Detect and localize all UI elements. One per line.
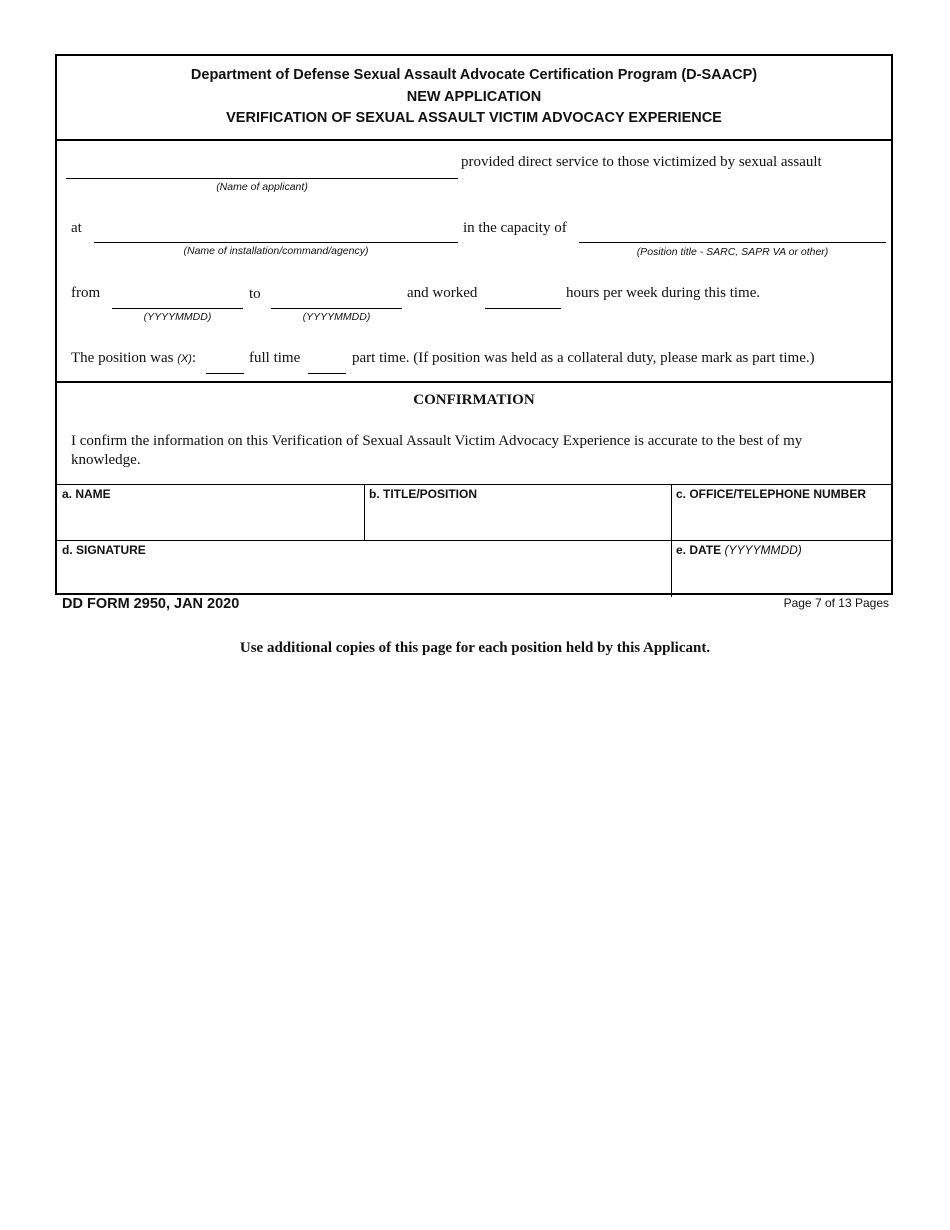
position-title-hint: (Position title - SARC, SAPR VA or other) bbox=[636, 246, 829, 258]
from-date-field[interactable] bbox=[112, 286, 243, 308]
additional-copies-note: Use additional copies of this page for each position held by this Applicant. bbox=[239, 640, 711, 656]
installation-line bbox=[94, 242, 458, 243]
page-number: Page 7 of 13 Pages bbox=[783, 596, 889, 610]
applicant-name-line bbox=[66, 178, 458, 179]
part-time-mark-line bbox=[308, 373, 346, 374]
full-time-mark-line bbox=[206, 373, 244, 374]
to-label: to bbox=[249, 286, 261, 302]
hours-field[interactable] bbox=[485, 286, 561, 308]
to-date-line bbox=[271, 308, 402, 309]
confirmation-text: I confirm the information on this Verification of Sexual Assault Victim Advocacy Experience is accurate to the best of my bbox=[71, 433, 803, 449]
name-cell[interactable] bbox=[59, 486, 362, 538]
worked-label: and worked bbox=[407, 285, 478, 301]
at-label: at bbox=[71, 220, 82, 236]
office-telephone-cell[interactable] bbox=[673, 486, 889, 538]
signature-label: d. SIGNATURE bbox=[62, 543, 146, 557]
confirmation-divider bbox=[57, 381, 891, 383]
form-section-title: VERIFICATION OF SEXUAL ASSAULT VICTIM ADVOCACY EXPERIENCE bbox=[226, 110, 722, 126]
grid-middle-line bbox=[57, 540, 891, 541]
part-time-label: part time. (If position was held as a collateral duty, please mark as part time.) bbox=[352, 350, 815, 366]
from-date-hint: (YYYYMMDD) bbox=[143, 311, 212, 323]
provided-service-text: provided direct service to those victimized by sexual assault bbox=[461, 154, 822, 170]
header-divider bbox=[57, 139, 891, 141]
grid-top-line bbox=[57, 484, 891, 485]
office-telephone-label: c. OFFICE/TELEPHONE NUMBER bbox=[676, 487, 867, 501]
position-title-field[interactable] bbox=[579, 220, 886, 242]
title-position-label: b. TITLE/POSITION bbox=[369, 487, 477, 501]
date-cell[interactable] bbox=[673, 542, 889, 592]
installation-hint: (Name of installation/command/agency) bbox=[183, 245, 369, 257]
to-date-hint: (YYYYMMDD) bbox=[302, 311, 371, 323]
to-date-field[interactable] bbox=[271, 286, 402, 308]
full-time-label: full time bbox=[249, 350, 301, 366]
date-hint: (YYYYMMDD) bbox=[724, 543, 802, 557]
capacity-label: in the capacity of bbox=[463, 220, 567, 236]
form-container bbox=[55, 54, 893, 595]
x-hint: (X) bbox=[177, 353, 192, 365]
hours-line bbox=[485, 308, 561, 309]
signature-cell[interactable] bbox=[59, 542, 669, 592]
position-was-text bbox=[71, 350, 196, 367]
form-title: Department of Defense Sexual Assault Advocate Certification Program (D-SAACP) bbox=[190, 67, 758, 83]
confirmation-title: CONFIRMATION bbox=[413, 392, 535, 408]
name-label: a. NAME bbox=[62, 487, 111, 501]
grid-vline-1 bbox=[364, 484, 365, 540]
from-label: from bbox=[71, 285, 101, 301]
installation-field[interactable] bbox=[94, 220, 458, 242]
position-title-line bbox=[579, 242, 886, 243]
applicant-name-field[interactable] bbox=[66, 156, 458, 178]
from-date-line bbox=[112, 308, 243, 309]
title-position-cell[interactable] bbox=[366, 486, 669, 538]
full-time-mark-field[interactable] bbox=[206, 351, 244, 373]
position-was-colon: : bbox=[191, 350, 197, 366]
applicant-name-hint: (Name of applicant) bbox=[216, 181, 308, 193]
date-label: e. DATE bbox=[676, 543, 722, 557]
form-subtitle: NEW APPLICATION bbox=[406, 89, 542, 105]
position-was-label: The position was bbox=[71, 350, 174, 366]
hours-label: hours per week during this time. bbox=[566, 285, 761, 301]
part-time-mark-field[interactable] bbox=[308, 351, 346, 373]
confirmation-text-line2: knowledge. bbox=[71, 452, 141, 468]
date-label-wrap bbox=[676, 543, 802, 557]
form-id: DD FORM 2950, JAN 2020 bbox=[62, 596, 240, 612]
